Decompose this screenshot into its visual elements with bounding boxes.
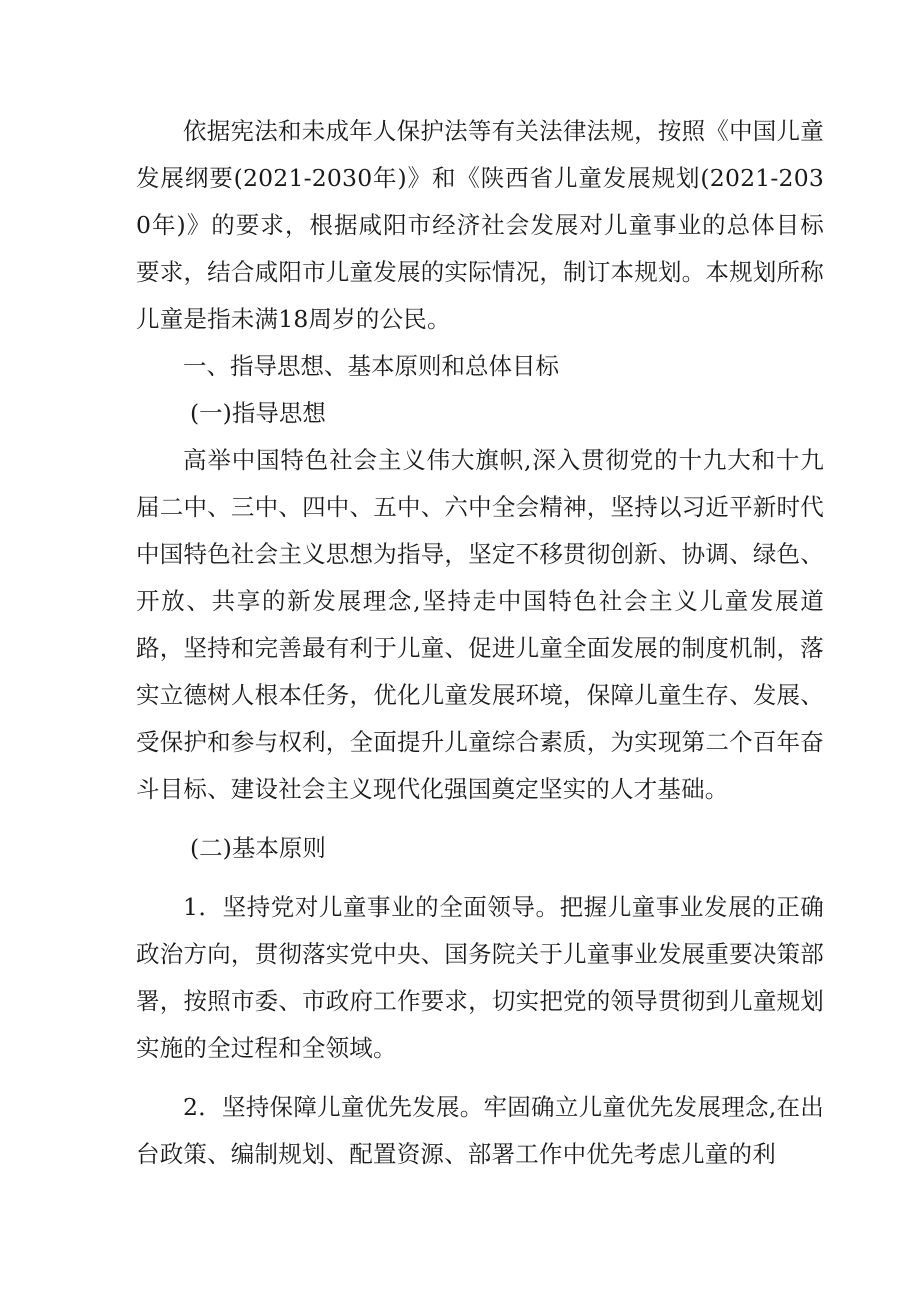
section-heading-guiding: 一、指导思想、基本原则和总体目标 [183,352,559,380]
principle-1-paragraph: 1．坚持党对儿童事业的全面领导。把握儿童事业发展的正确政治方向，贯彻落实党中央、国务院关于儿童事业发展重要决策部署，按照市委、市政府工作要求，切实把党的领导贯彻到儿童规划实施的全过程和全领域。 [136,893,824,1062]
subheading-basic-principles: (二)基本原则 [190,834,326,862]
intro-paragraph: 依据宪法和未成年人保护法等有关法律法规，按照《中国儿童发展纲要(2021-2030年)》和《陕西省儿童发展规划(2021-2030年)》的要求，根据咸阳市经济社会发展对儿童事业的总体目标要求，结合咸阳市儿童发展的实际情况，制订本规划。本规划所称儿童是指未满18周岁的公民。 [136,117,824,333]
document-body [136,108,824,1178]
guiding-ideology-paragraph: 高举中国特色社会主义伟大旗帜,深入贯彻党的十九大和十九届二中、三中、四中、五中、六中全会精神，坚持以习近平新时代中国特色社会主义思想为指导，坚定不移贯彻创新、协调、绿色、开放、共享的新发展理念,坚持走中国特色社会主义儿童发展道路，坚持和完善最有利于儿童、促进儿童全面发展的制度机制，落实立德树人根本任务，优化儿童发展环境，保障儿童生存、发展、受保护和参与权利，全面提升儿童综合素质，为实现第二个百年奋斗目标、建设社会主义现代化强国奠定坚实的人才基础。 [136,446,824,803]
principle-2-paragraph: 2．坚持保障儿童优先发展。牢固确立儿童优先发展理念,在出台政策、编制规划、配置资源、部署工作中优先考虑儿童的利 [136,1093,824,1168]
subheading-guiding-ideology: (一)指导思想 [190,399,326,427]
